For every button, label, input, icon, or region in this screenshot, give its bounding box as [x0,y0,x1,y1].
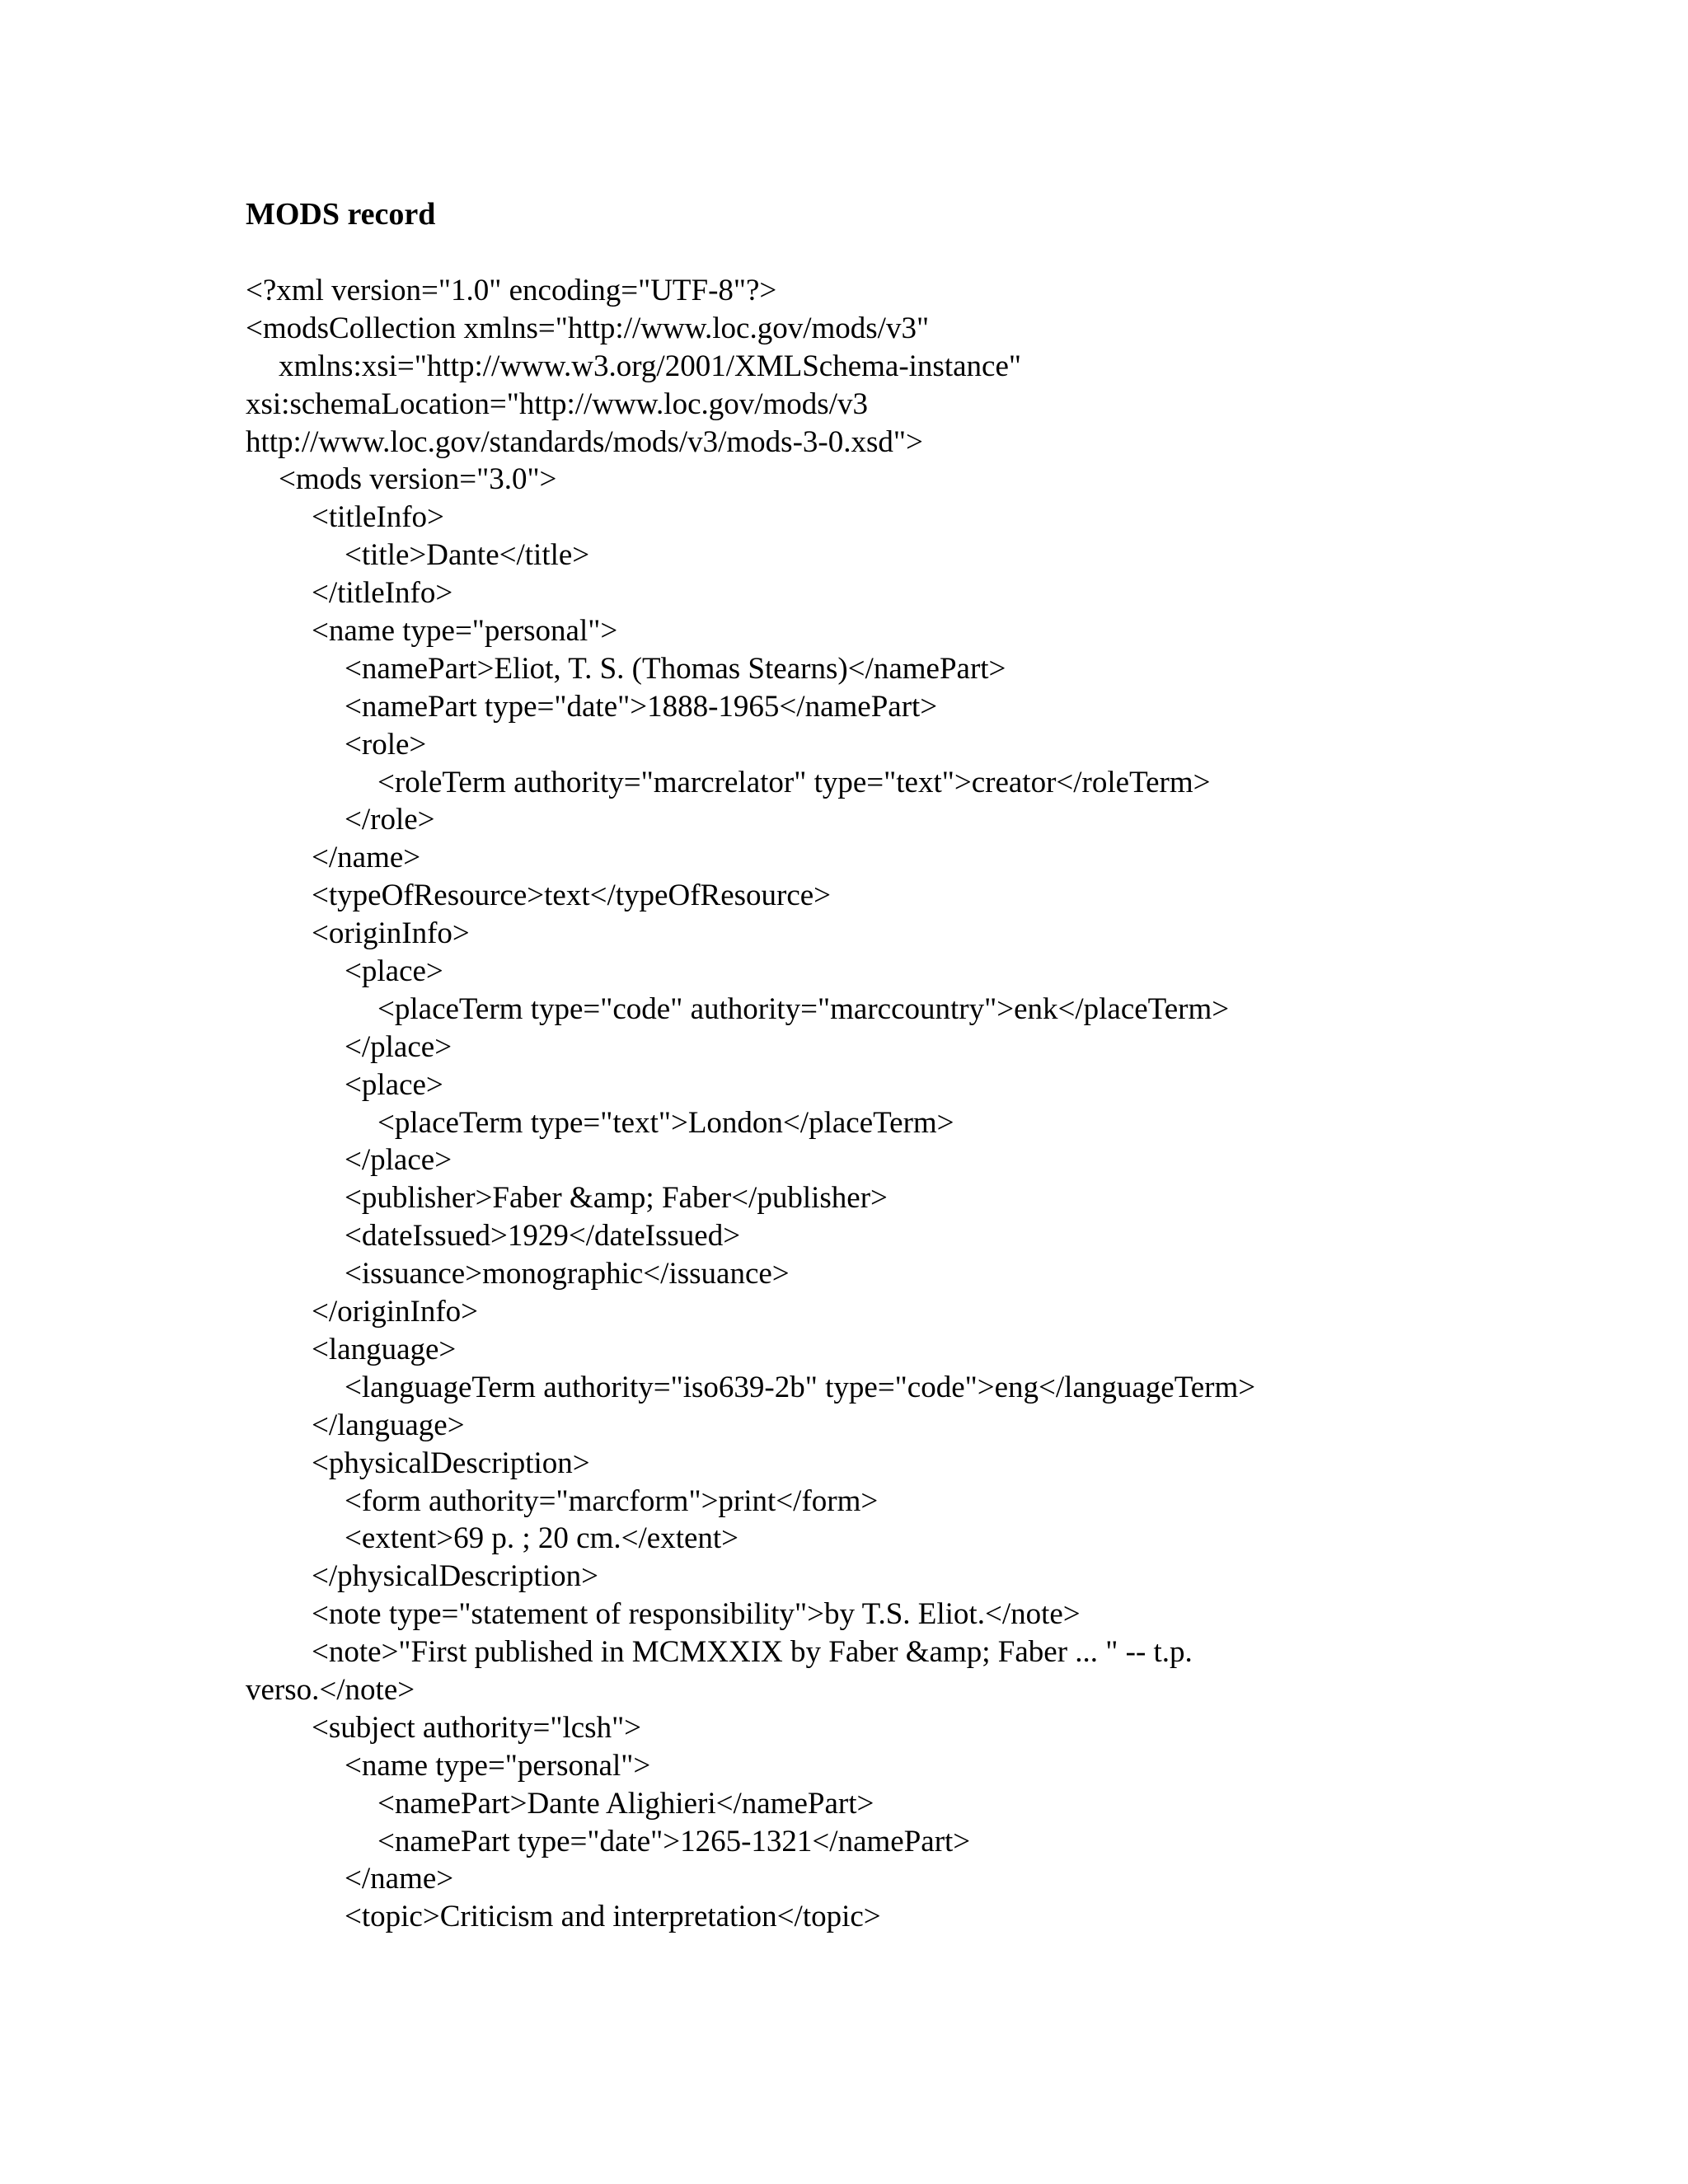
code-line: <form authority="marcform">print</form> [345,1483,879,1518]
code-line: <roleTerm authority="marcrelator" type="text">creator</roleTerm> [377,765,1211,799]
code-line: xmlns:xsi="http://www.w3.org/2001/XMLSchema-instance" [279,349,1021,383]
code-line: <?xml version="1.0" encoding="UTF-8"?> [246,274,777,307]
code-line: <placeTerm type="code" authority="marccountry">enk</placeTerm> [377,991,1230,1026]
code-line: <title>Dante</title> [345,538,590,573]
code-line: <originInfo> [312,916,470,951]
code-line: <namePart type="date">1265-1321</namePart> [377,1824,971,1858]
code-line: <topic>Criticism and interpretation</topic> [345,1900,881,1934]
code-line: <note type="statement of responsibility">by T.S. Eliot.</note> [312,1597,1081,1632]
code-line: <namePart type="date">1888-1965</namePart> [345,689,938,724]
code-line: <mods version="3.0"> [279,462,557,497]
code-line: <typeOfResource>text</typeOfResource> [312,879,832,913]
code-line: <publisher>Faber &amp; Faber</publisher> [345,1181,888,1216]
code-line: </place> [345,1029,452,1064]
code-line: verso.</note> [246,1672,415,1707]
code-line: xsi:schemaLocation="http://www.loc.gov/mods/v3 [246,387,868,421]
code-line: <subject authority="lcsh"> [312,1710,642,1745]
code-line: </physicalDescription> [312,1559,598,1594]
code-line: <place> [345,1067,443,1102]
code-line: <name type="personal"> [345,1748,651,1783]
code-line: </place> [345,1143,452,1178]
code-line: <name type="personal"> [312,614,618,649]
code-line: <physicalDescription> [312,1446,590,1480]
page-title: MODS record [246,197,436,232]
code-line: <modsCollection xmlns="http://www.loc.gov/mods/v3" [246,311,930,345]
code-line: <note>"First published in MCMXXIX by Faber &amp; Faber ... " -- t.p. [312,1635,1193,1670]
code-line: </name> [312,841,421,875]
xml-code-block [246,272,1482,1936]
code-line: <titleInfo> [312,500,444,535]
code-line: <namePart>Eliot, T. S. (Thomas Stearns)</namePart> [345,651,1006,686]
code-line: <languageTerm authority="iso639-2b" type="code">eng</languageTerm> [345,1370,1256,1404]
code-line: <role> [345,727,427,762]
code-line: <language> [312,1332,457,1366]
code-line: <extent>69 p. ; 20 cm.</extent> [345,1521,739,1556]
code-line: <issuance>monographic</issuance> [345,1257,790,1291]
code-line: http://www.loc.gov/standards/mods/v3/mods-3-0.xsd"> [246,424,923,459]
code-line: </language> [312,1408,465,1442]
code-line: </originInfo> [312,1295,479,1329]
code-line: <placeTerm type="text">London</placeTerm> [377,1105,954,1140]
code-line: </name> [345,1862,454,1896]
code-line: <dateIssued>1929</dateIssued> [345,1219,741,1254]
code-line: </role> [345,803,435,837]
code-line: <place> [345,954,443,989]
code-line: </titleInfo> [312,576,453,611]
code-line: <namePart>Dante Alighieri</namePart> [377,1786,874,1821]
